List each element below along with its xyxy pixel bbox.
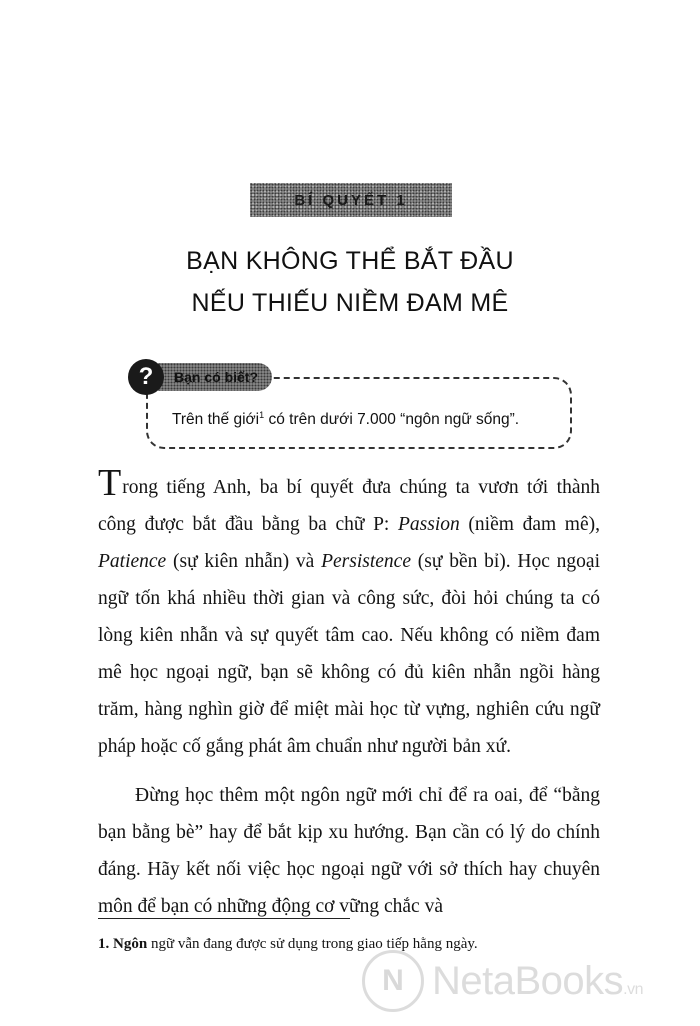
drop-cap: T (98, 462, 122, 504)
paragraph-1 (98, 462, 601, 765)
footnote-term: Ngôn (113, 936, 148, 952)
chapter-title (80, 240, 620, 324)
watermark-brand: NetaBooks (432, 958, 624, 1003)
watermark-suffix: .vn (623, 980, 644, 998)
footnote-number: 1. (98, 936, 110, 952)
paragraph-1-part-a: rong tiếng Anh, ba bí quyết đưa chúng ta vươn tới thành công được bắt đầu bằng ba chữ P: (98, 477, 600, 535)
term-patience: Patience (98, 551, 167, 572)
question-mark-icon: ? (128, 359, 164, 395)
footnote-ref: 1 (259, 410, 265, 420)
info-text-end: có trên dưới 7.000 “ngôn ngữ sống”. (264, 411, 520, 429)
footnote-text: ngữ vẫn đang được sử dụng trong giao tiếp hằng ngày. (147, 936, 478, 952)
chapter-title-line-2: NẾU THIẾU NIỀM ĐAM MÊ (191, 289, 509, 317)
footnote-divider (98, 918, 350, 919)
paragraph-1-part-d: (sự bền bỉ). Học ngoại ngữ tốn khá nhiều thời gian và công sức, đòi hỏi chúng ta có lòng kiên nhẫn và sự quyết tâm cao. Nếu không có niềm đam mê học ngoại ngữ, bạn sẽ không có đủ kiên nhẫn ngồi hàng trăm, hàng nghìn giờ để miệt mài học từ vựng, nghiên cứu ngữ pháp hoặc cố gắng phát âm chuẩn như người bản xứ. (98, 551, 601, 757)
chapter-badge (250, 183, 452, 217)
term-persistence: Persistence (321, 551, 411, 572)
netabooks-logo-icon: N (362, 950, 424, 1012)
paragraph-2: Đừng học thêm một ngôn ngữ mới chỉ để ra oai, để “bằng bạn bằng bè” hay để bắt kịp xu hướng. Bạn cần có lý do chính đáng. Hãy kết nối việc học ngoại ngữ với sở thích hay chuyên môn để bạn có những động cơ vững chắc và (98, 785, 600, 917)
chapter-badge-label: BÍ QUYẾT 1 (294, 191, 408, 209)
netabooks-watermark (362, 950, 643, 1012)
paragraph-1-part-b: (niềm đam mê), (459, 514, 600, 535)
info-text-start: Trên thế giới (172, 411, 260, 429)
chapter-title-line-1: BẠN KHÔNG THỂ BẮT ĐẦU (186, 247, 514, 275)
paragraph-1-part-c: (sự kiên nhẫn) và (166, 551, 322, 572)
did-you-know-label: Bạn có biết? (158, 363, 272, 391)
watermark-text (432, 959, 643, 1004)
did-you-know-text (172, 410, 519, 429)
did-you-know-header (128, 360, 272, 394)
body-text (98, 462, 601, 937)
term-passion: Passion (398, 514, 460, 535)
